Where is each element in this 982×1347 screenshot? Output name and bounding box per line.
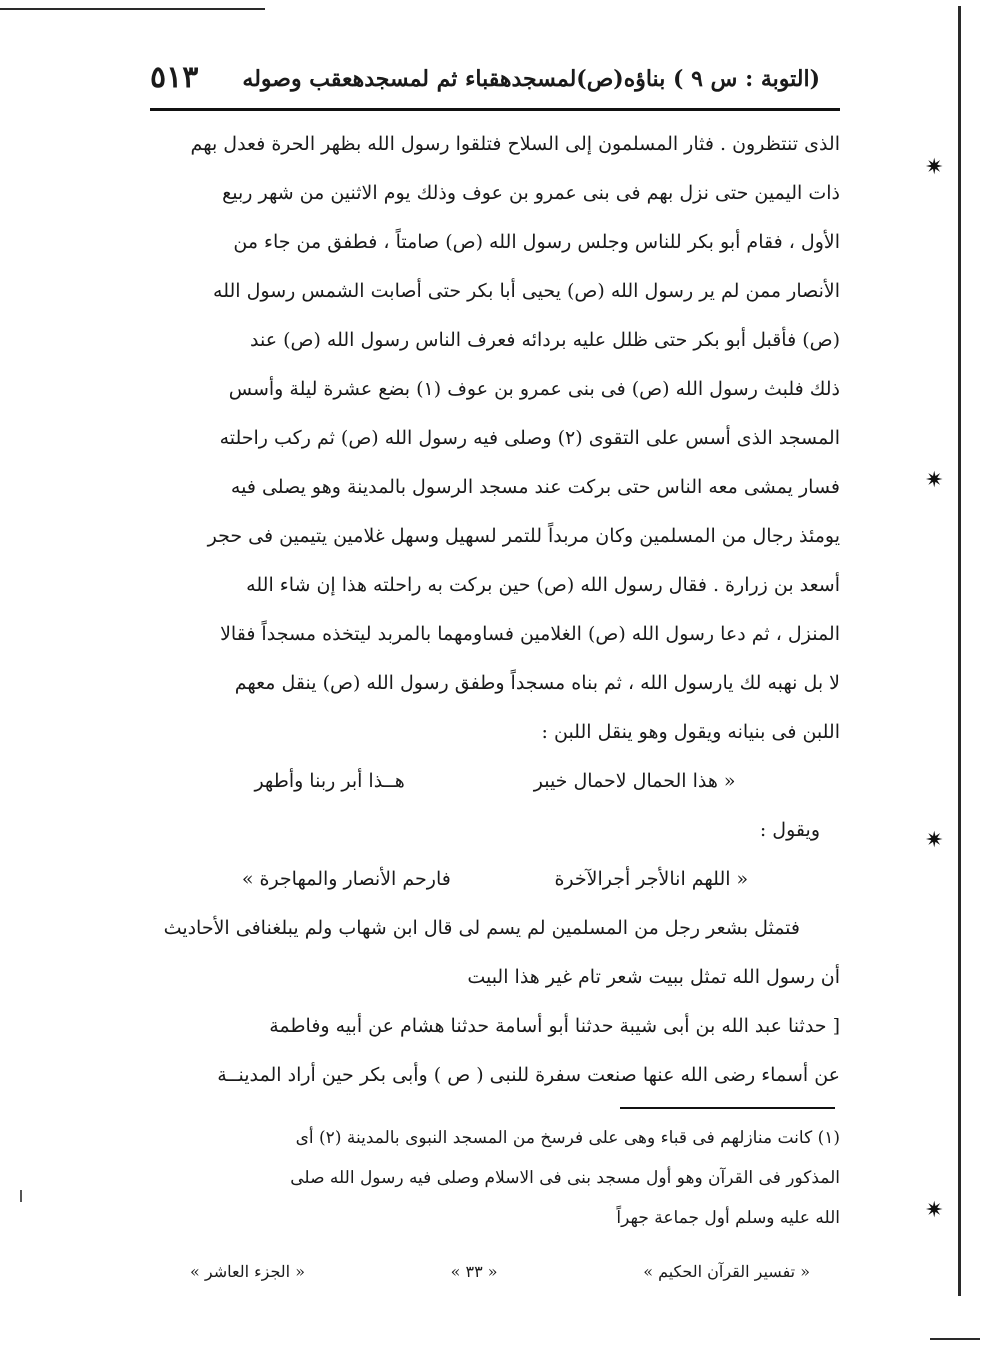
footer-folio: « ٣٣ » (450, 1262, 498, 1281)
scan-edge-bottom (930, 1338, 980, 1340)
text-line: أن رسول الله تمثل ببيت شعر تام غير هذا البيت (467, 966, 840, 988)
verse-line (150, 855, 840, 904)
text-line: المنزل ، ثم دعا رسول الله (ص) الغلامين فساومهما بالمربد ليتخذه مسجداً فقالا (220, 623, 840, 645)
text-line: [ حدثنا عبد الله بن أبى شيبة حدثنا أبو أسامة حدثنا هشام عن أبيه وفاطمة (269, 1015, 840, 1037)
text-line: فتمثل بشعر رجل من المسلمين لم يسم لى قال ابن شهاب ولم يبلغنافى الأحاديث (163, 917, 800, 939)
text-line: ذلك فلبث رسول الله (ص) فى بنى عمرو بن عوف (١) بضع عشرة ليلة وأسس (228, 378, 840, 400)
page-header (150, 60, 840, 104)
text-line: الأنصار ممن لم ير رسول الله (ص) يحيى أبا بكر حتى أصابت الشمس رسول الله (213, 280, 840, 302)
footnote-line: (١) كانت منازلهم فى قباء وهى على فرسخ من المسجد النبوى بالمدينة (٢) أى (295, 1128, 840, 1148)
running-head: (التوبة : س ٩ ) بناؤه(ص)لمسجدهقباء ثم لمسجدهعقب وصوله (242, 66, 820, 92)
margin-star-icon: ✷ (925, 468, 944, 493)
header-rule (150, 108, 840, 111)
footer-book-title: « تفسير القرآن الحكيم » (643, 1262, 810, 1281)
footer-part: « الجزء العاشر » (190, 1262, 305, 1281)
scan-mark (20, 1190, 22, 1202)
text-line: لا بل نهبه لك يارسول الله ، ثم بناه مسجداً وطفق رسول الله (ص) ينقل معهم (234, 672, 840, 694)
verse-line (150, 757, 840, 806)
verse-hemistich-first: « هذا الحمال لاحمال خيبر (533, 770, 736, 792)
text-line: الذى تنتظرون . فثار المسلمون إلى السلاح فتلقوا رسول الله بظهر الحرة فعدل بهم (190, 133, 840, 155)
says-line: ويقول : (759, 819, 820, 841)
text-line: عن أسماء رضى الله عنها صنعت سفرة للنبى ( ص ) وأبى بكر حين أراد المدينــة (217, 1064, 840, 1086)
verse-hemistich-second: هــذا أبر ربنا وأطهر (254, 770, 405, 792)
footnote-line: المذكور فى القرآن وهو أول مسجد بنى فى الاسلام وصلى فيه رسول الله صلى (290, 1168, 840, 1188)
page-footer (190, 1262, 810, 1292)
footnote-separator (620, 1107, 835, 1109)
page-number: ٥١٣ (150, 60, 199, 95)
verse-hemistich-second: فارحم الأنصار والمهاجرة » (241, 868, 451, 890)
verse-hemistich-first: « اللهم انالأجر أجرالآخرة (554, 868, 749, 890)
footnote-line: الله عليه وسلم أول جماعة جهراً (616, 1208, 840, 1228)
main-text (150, 120, 840, 1100)
footnotes (150, 1118, 840, 1238)
text-line: اللبن فى بنيانه ويقول وهو ينقل اللبن : (541, 721, 840, 743)
margin-star-icon: ✷ (925, 155, 944, 180)
text-line: يومئذ رجال من المسلمين وكان مربداً للتمر لسهيل وسهل غلامين يتيمين فى حجر (207, 525, 840, 547)
scan-edge-top (0, 8, 265, 10)
text-line: فسار يمشى معه الناس حتى بركت عند مسجد الرسول بالمدينة وهو يصلى فيه (230, 476, 840, 498)
margin-star-icon: ✷ (925, 828, 944, 853)
text-line: المسجد الذى أسس على التقوى (٢) وصلى فيه رسول الله (ص) ثم ركب راحلته (219, 427, 840, 449)
text-line: (ص) فأقبل أبو بكر حتى ظلل عليه بردائه فعرف الناس رسول الله (ص) عند (250, 329, 840, 351)
text-line: أسعد بن زرارة . فقال رسول الله (ص) حين بركت به راحلته هذا إن شاء الله (246, 574, 840, 596)
scan-edge-right (958, 6, 961, 1296)
text-line: ذات اليمين حتى نزل بهم فى بنى عمرو بن عوف وذلك يوم الاثنين من شهر ربيع (222, 182, 840, 204)
margin-star-icon: ✷ (925, 1198, 944, 1223)
text-line: الأول ، فقام أبو بكر للناس وجلس رسول الله (ص) صامتاً ، فطفق من جاء من (233, 231, 840, 253)
